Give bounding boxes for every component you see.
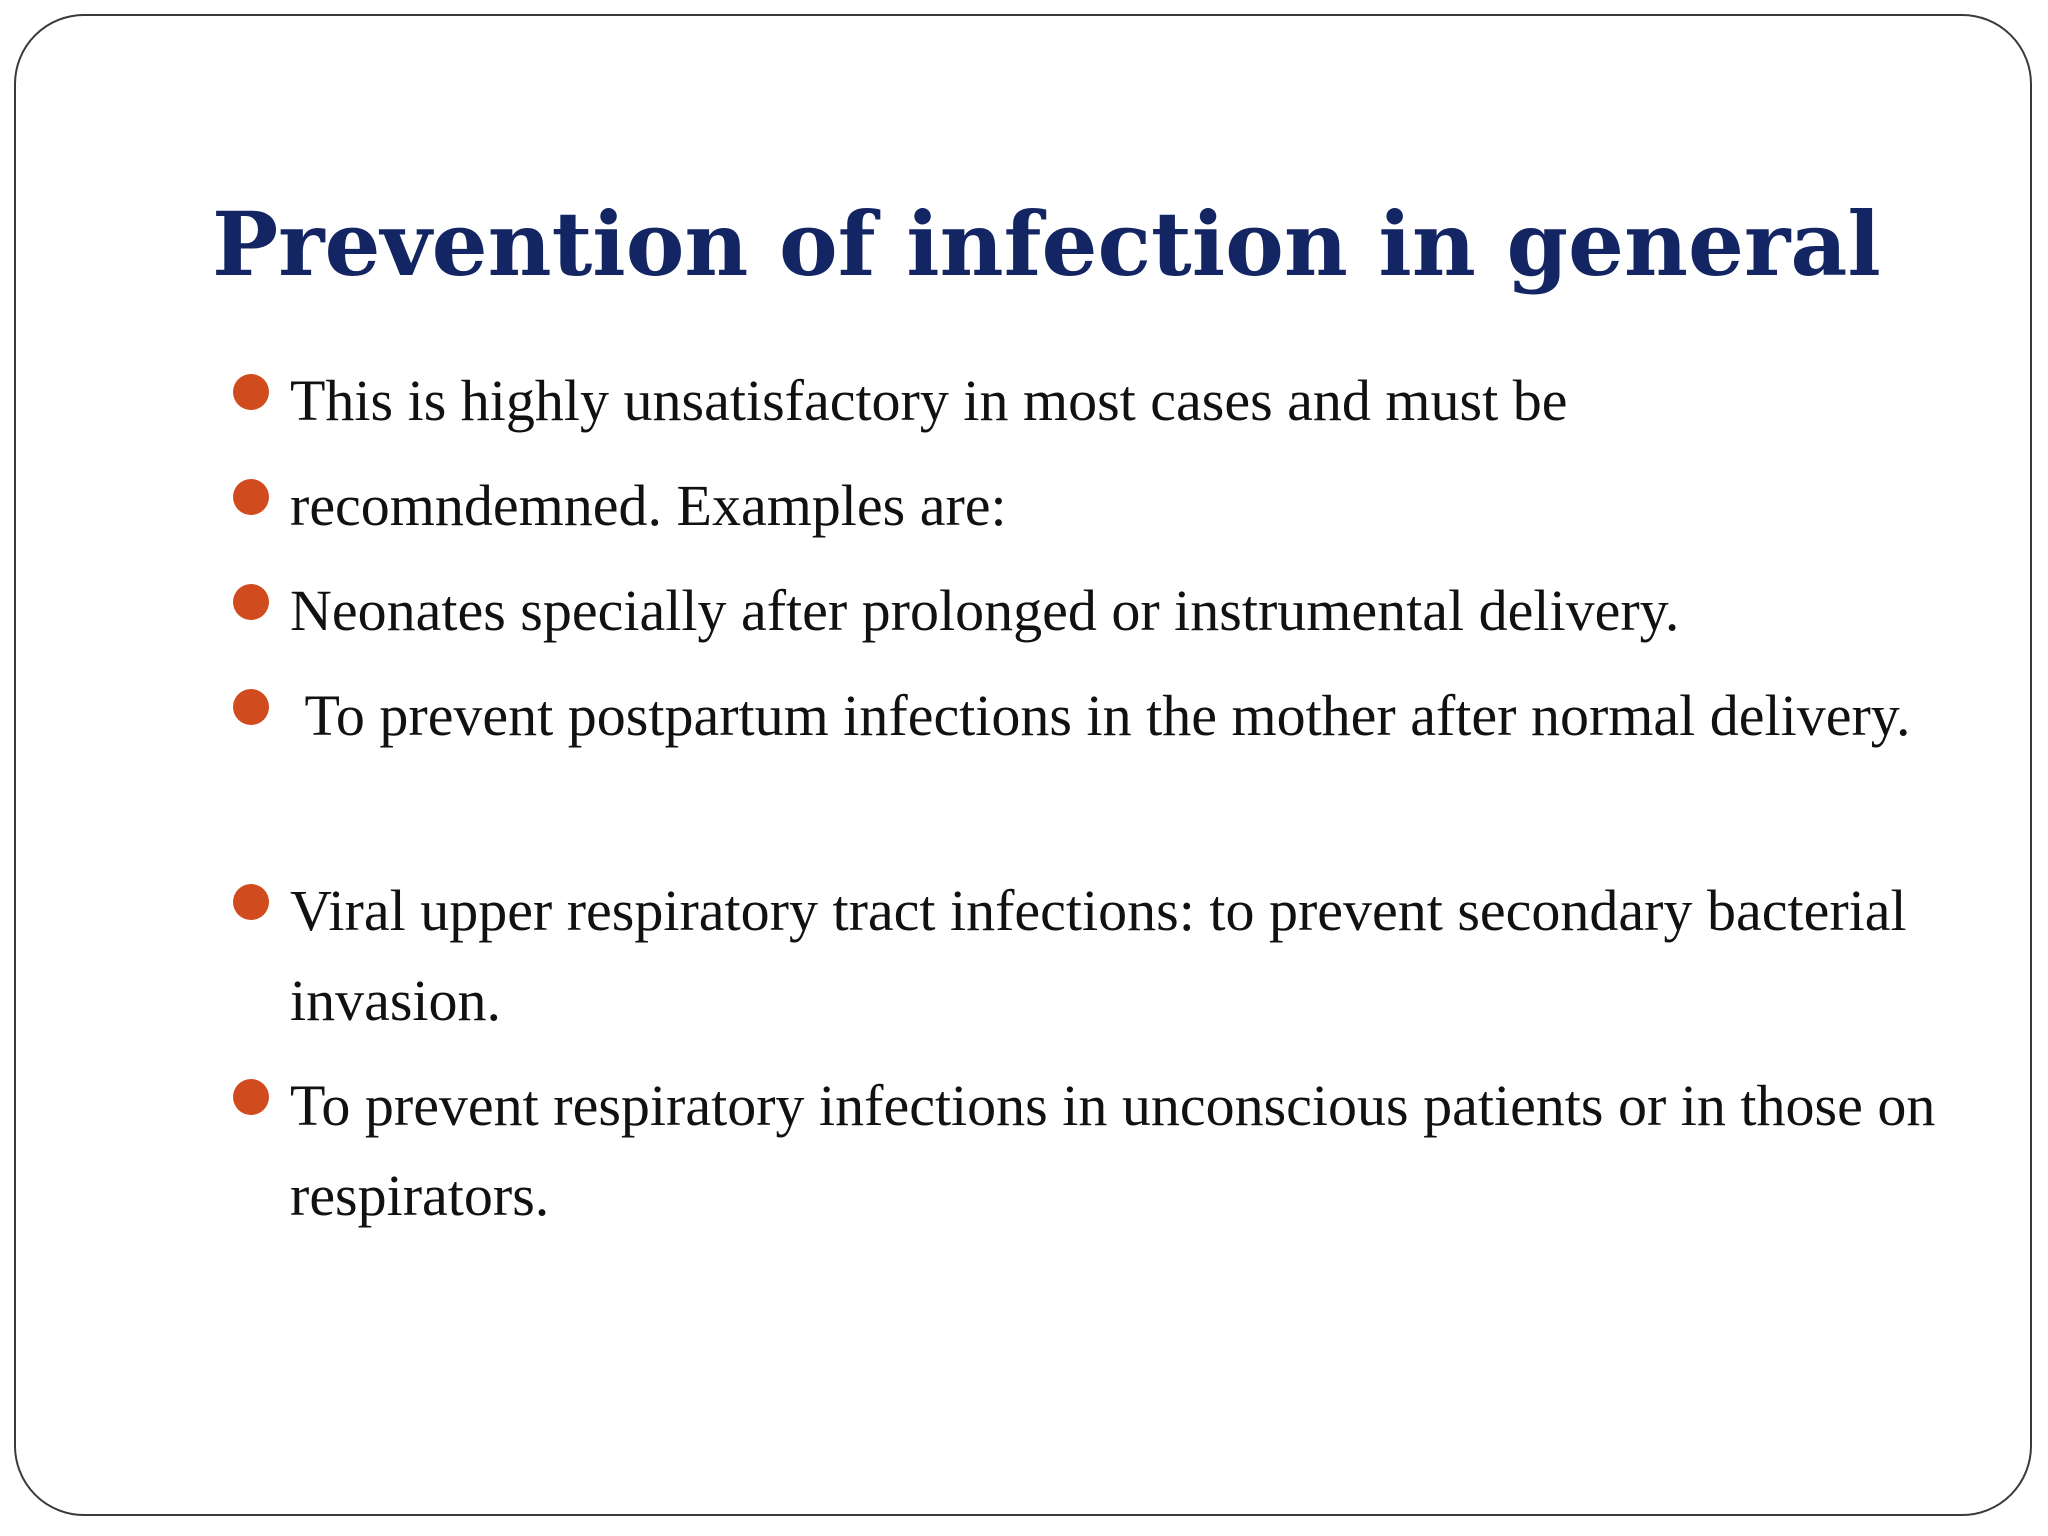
bullet-text: This is highly unsatisfactory in most cases and must be — [290, 368, 1568, 433]
bullet-dot-icon — [233, 374, 269, 410]
bullet-text: To prevent respiratory infections in unconscious patients or in those on respirators. — [290, 1073, 1950, 1228]
bullet-dot-icon — [233, 479, 269, 515]
bullet-list — [16, 16, 2030, 1514]
bullet-text: recomndemned. Examples are: — [290, 473, 1007, 538]
slide-title: Prevention of infection in general — [212, 192, 1881, 296]
bullet-dot-icon — [233, 884, 269, 920]
bullet-text: To prevent postpartum infections in the mother after normal delivery. — [290, 683, 1911, 748]
bullet-text: Neonates specially after prolonged or instrumental delivery. — [290, 578, 1680, 643]
bullet-dot-icon — [233, 689, 269, 725]
slide — [14, 14, 2032, 1516]
bullet-dot-icon — [233, 1079, 269, 1115]
bullet-dot-icon — [233, 584, 269, 620]
bullet-text: Viral upper respiratory tract infections: to prevent secondary bacterial invasion. — [290, 878, 1922, 1033]
